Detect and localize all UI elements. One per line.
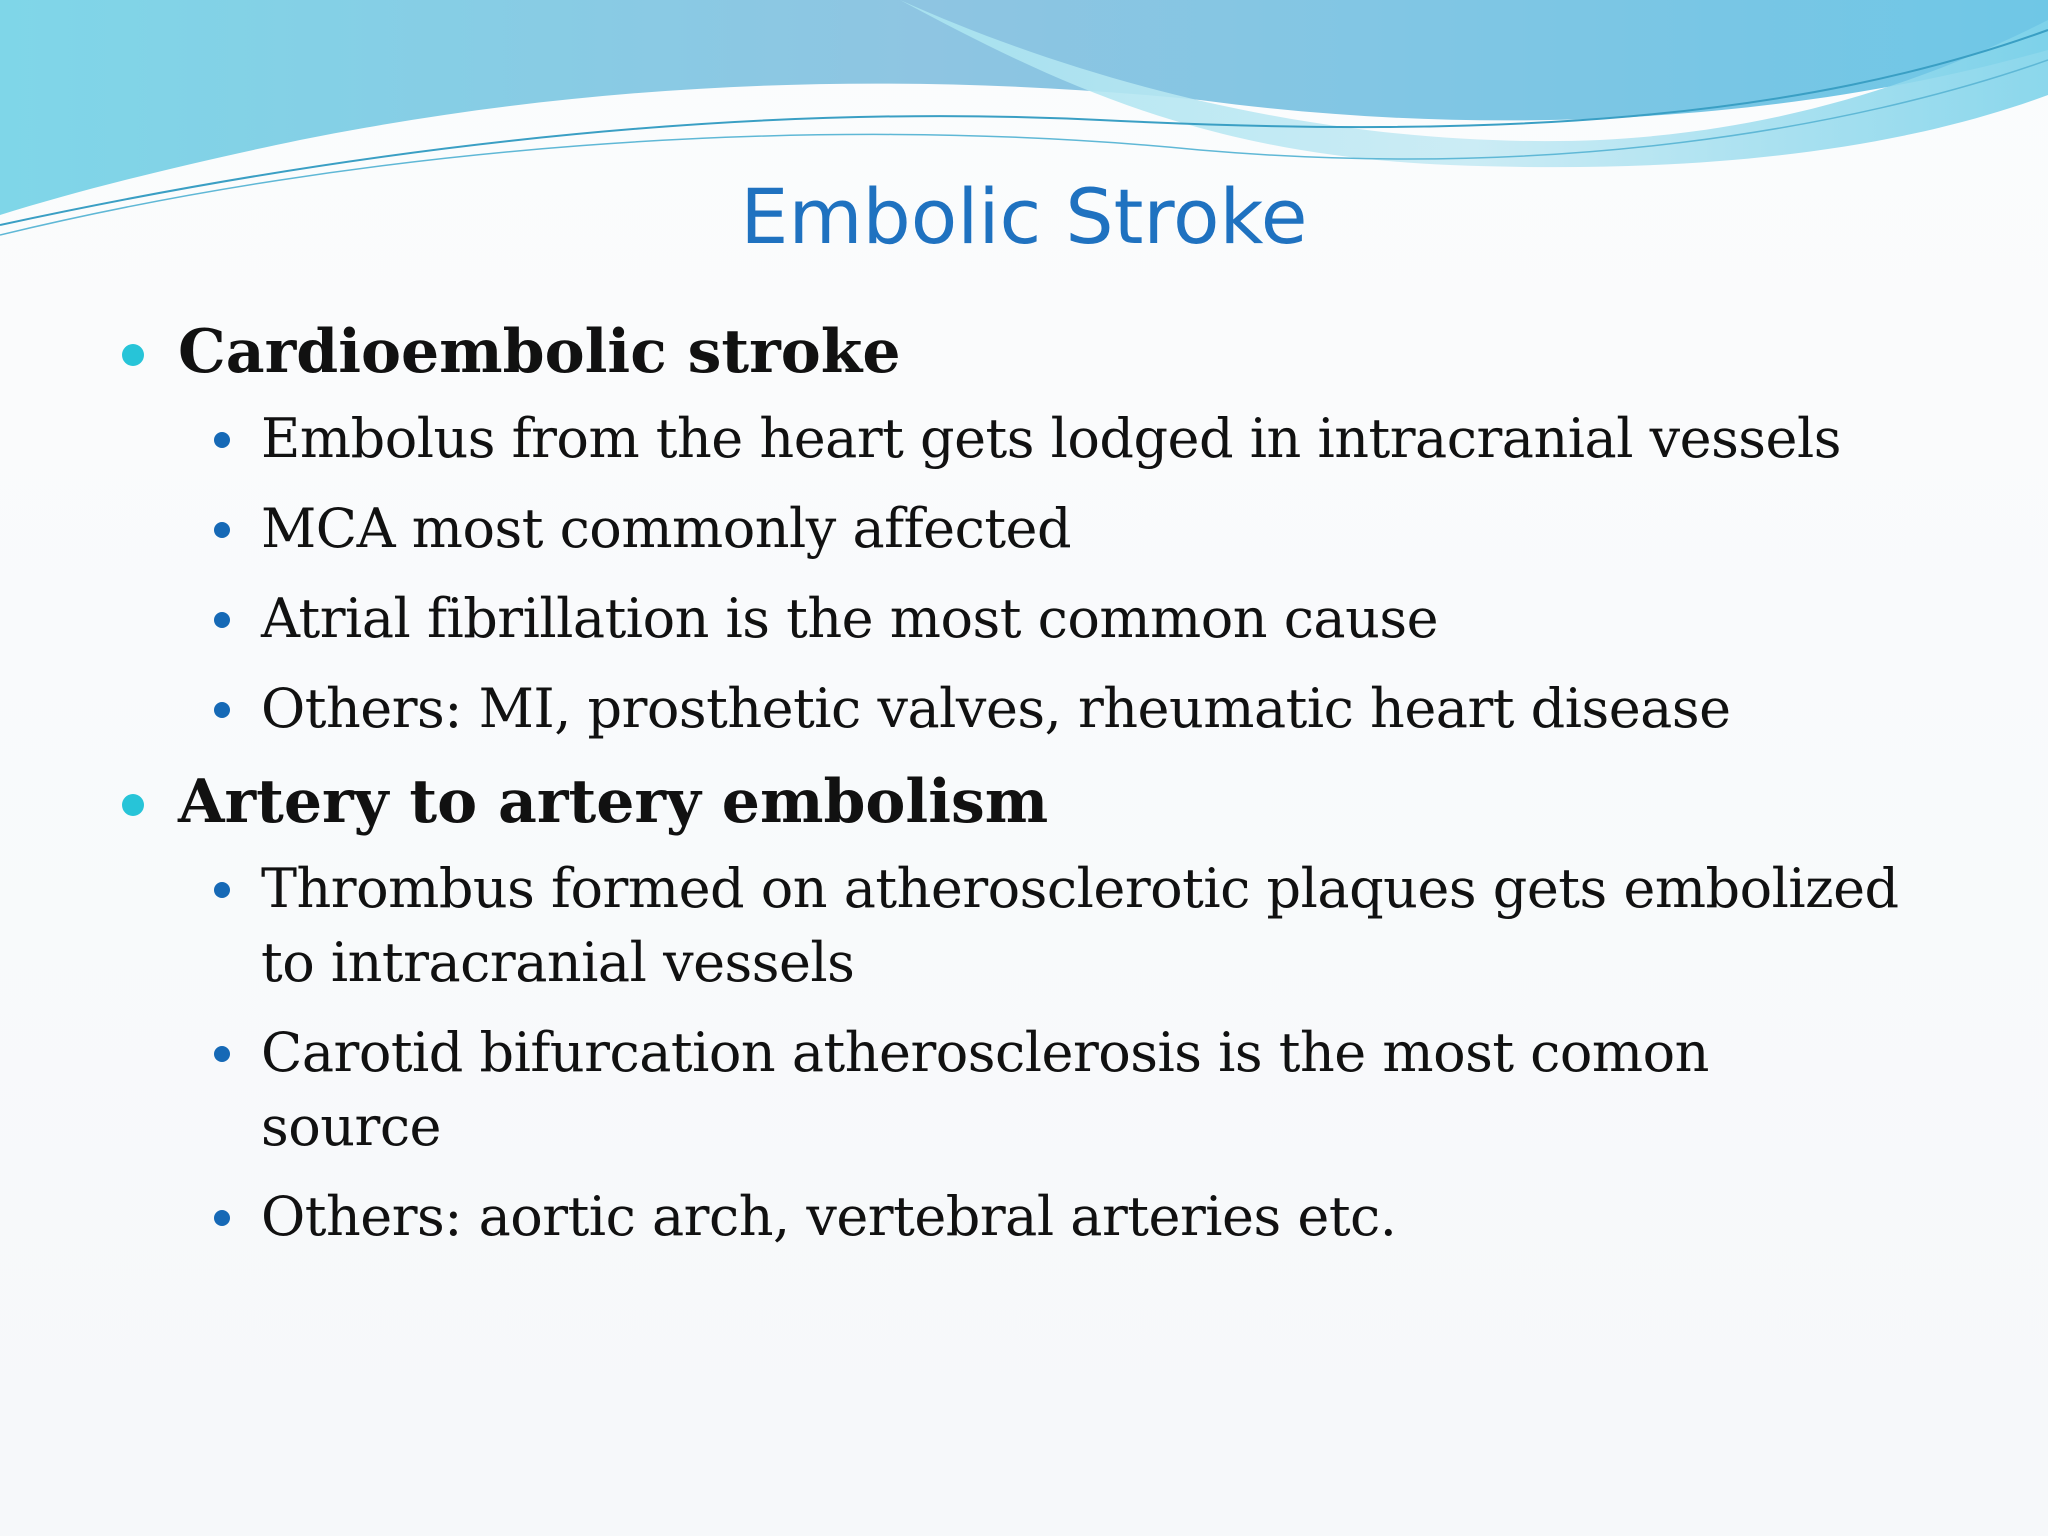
section-heading-text: Cardioembolic stroke (178, 317, 901, 387)
list-item-text: MCA most commonly affected (261, 497, 1072, 560)
list-item-text: Thrombus formed on atherosclerotic plaques gets embolized to intracranial vessels (261, 857, 1899, 994)
artery-list (110, 852, 1990, 1254)
bullet-dot-icon (214, 702, 230, 718)
bullet-dot-icon (214, 432, 230, 448)
bullet-dot-icon (214, 1210, 230, 1226)
list-item (110, 402, 1990, 476)
bullet-dot-icon (214, 1046, 230, 1062)
list-item-text: Others: MI, prosthetic valves, rheumatic heart disease (261, 677, 1731, 740)
bullet-dot-icon (214, 522, 230, 538)
list-item (110, 852, 1990, 1000)
list-item (110, 582, 1990, 656)
list-item-text: Atrial fibrillation is the most common cause (261, 587, 1439, 650)
section-heading-text: Artery to artery embolism (178, 767, 1049, 837)
list-item-text: Others: aortic arch, vertebral arteries etc. (261, 1185, 1397, 1248)
slide-title: Embolic Stroke (740, 172, 1308, 261)
bullet-dot-icon (122, 344, 144, 366)
list-item-text: Carotid bifurcation atherosclerosis is the most comon source (261, 1021, 1709, 1158)
list-item-text: Embolus from the heart gets lodged in intracranial vessels (261, 407, 1841, 470)
list-item (110, 672, 1990, 746)
list-item (110, 1180, 1990, 1254)
list-item (110, 1016, 1990, 1164)
bullet-content (110, 312, 1990, 1270)
bullet-dot-icon (214, 882, 230, 898)
bullet-dot-icon (122, 794, 144, 816)
list-item (110, 492, 1990, 566)
section-heading-cardioembolic (110, 312, 1990, 392)
cardioembolic-list (110, 402, 1990, 746)
section-heading-artery (110, 762, 1990, 842)
bullet-dot-icon (214, 612, 230, 628)
